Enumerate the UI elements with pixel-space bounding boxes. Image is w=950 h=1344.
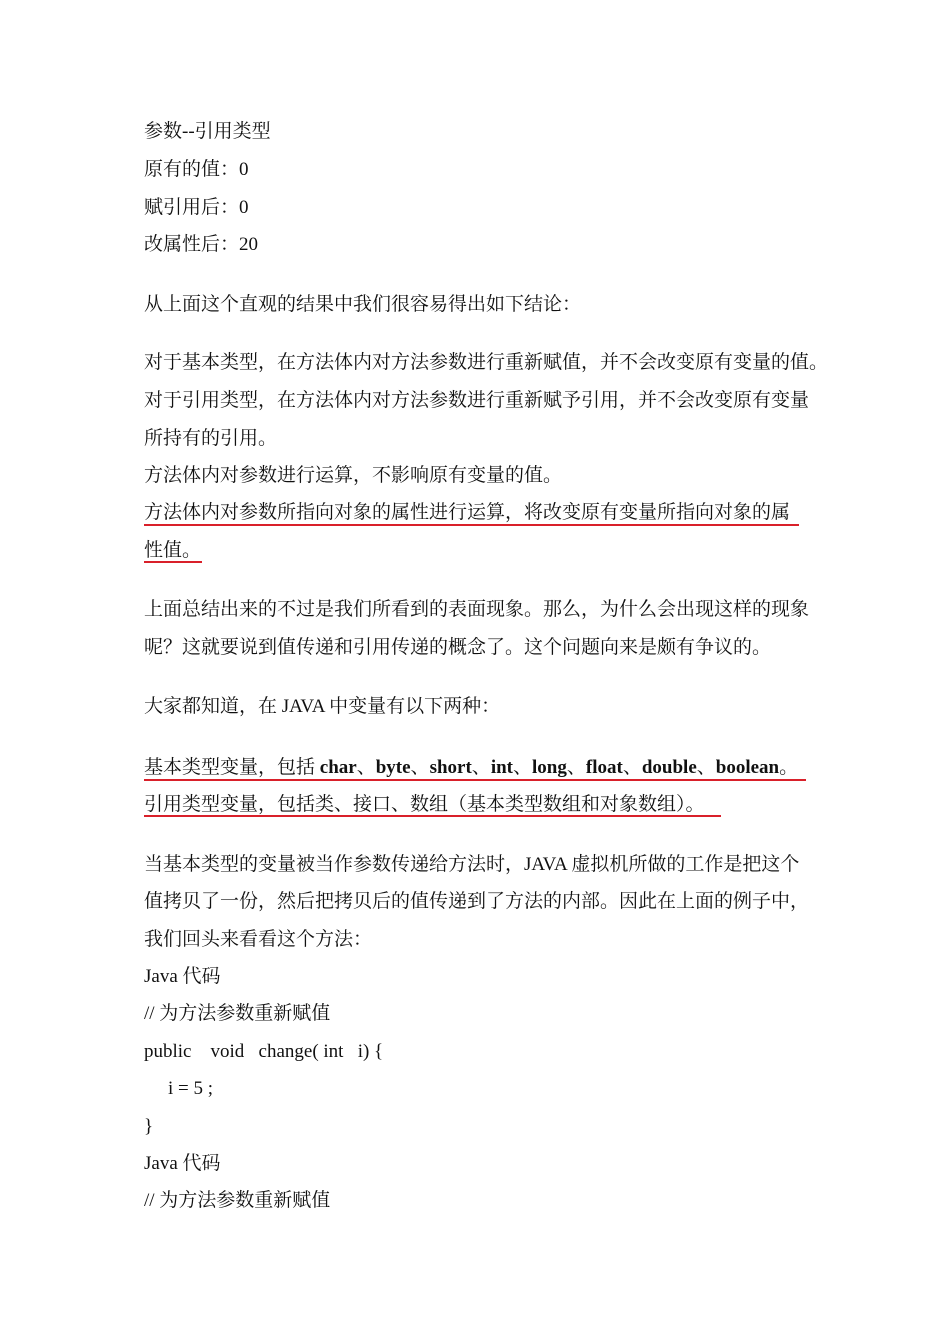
result-after-modify: 改属性后：20 <box>144 234 259 255</box>
highlight-underline <box>144 815 721 817</box>
pass-paragraph-line-3: 我们回头来看看这个方法： <box>144 929 373 950</box>
basic-type-separator: 、 <box>356 757 376 778</box>
basic-type-keyword: double <box>641 757 697 778</box>
pass-paragraph-line-2: 值拷贝了一份，然后把拷贝后的值传递到了方法的内部。因此在上面的例子中， <box>144 891 810 912</box>
result-after-reassign: 赋引用后：0 <box>144 197 249 218</box>
reference-types-line: 引用类型变量，包括类、接口、数组（基本类型数组和对象数组）。 <box>144 794 705 815</box>
basic-type-separator: 、 <box>513 757 533 778</box>
conclusion-line-3: 方法体内对参数进行运算，不影响原有变量的值。 <box>144 465 563 486</box>
code-method-signature: public void change( int i) { <box>144 1041 384 1062</box>
code-method-body: i = 5 ; <box>168 1078 214 1099</box>
pass-paragraph-line-1: 当基本类型的变量被当作参数传递给方法时，JAVA 虚拟机所做的工作是把这个 <box>144 854 800 875</box>
basic-type-separator: 、 <box>410 757 430 778</box>
basic-type-separator: 、 <box>622 757 642 778</box>
highlight-underline <box>144 779 806 781</box>
basic-type-keyword: char <box>319 757 357 778</box>
basic-type-keyword: short <box>429 757 472 778</box>
surface-paragraph-line-2: 呢？这就要说到值传递和引用传递的概念了。这个问题向来是颇有争议的。 <box>144 637 772 658</box>
conclusion-intro: 从上面这个直观的结果中我们很容易得出如下结论： <box>144 294 582 315</box>
code-comment: // 为方法参数重新赋值 <box>144 1003 331 1024</box>
basic-type-separator: 、 <box>471 757 491 778</box>
result-heading: 参数--引用类型 <box>144 121 271 142</box>
conclusion-line-2a: 对于引用类型，在方法体内对方法参数进行重新赋予引用，并不会改变原有变量 <box>144 390 810 411</box>
basic-types-line <box>144 755 798 781</box>
basic-type-keyword: long <box>532 757 567 778</box>
basic-type-separator: 、 <box>566 757 586 778</box>
conclusion-line-2b: 所持有的引用。 <box>144 428 278 449</box>
basic-type-keyword: float <box>585 757 623 778</box>
basic-type-keyword: boolean <box>715 757 780 778</box>
code-comment-2: // 为方法参数重新赋值 <box>144 1190 331 1211</box>
conclusion-line-4a: 方法体内对参数所指向对象的属性进行运算，将改变原有变量所指向对象的属 <box>144 502 791 523</box>
basic-types-list <box>320 757 779 778</box>
basic-type-keyword: byte <box>375 757 411 778</box>
variable-intro: 大家都知道，在 JAVA 中变量有以下两种： <box>144 696 501 717</box>
code-label-2: Java 代码 <box>144 1153 221 1174</box>
result-original-value: 原有的值：0 <box>144 159 249 180</box>
conclusion-line-4b: 性值。 <box>144 540 202 561</box>
conclusion-line-1: 对于基本类型，在方法体内对方法参数进行重新赋值，并不会改变原有变量的值。 <box>144 352 829 373</box>
code-close-brace: } <box>144 1116 154 1137</box>
highlight-underline <box>144 561 202 563</box>
highlight-underline <box>144 524 799 526</box>
basic-types-prefix: 基本类型变量，包括 <box>144 757 320 778</box>
basic-type-keyword: int <box>490 757 513 778</box>
code-label: Java 代码 <box>144 966 221 987</box>
surface-paragraph-line-1: 上面总结出来的不过是我们所看到的表面现象。那么，为什么会出现这样的现象 <box>144 599 810 620</box>
basic-types-suffix: 。 <box>779 757 799 778</box>
basic-type-separator: 、 <box>696 757 716 778</box>
